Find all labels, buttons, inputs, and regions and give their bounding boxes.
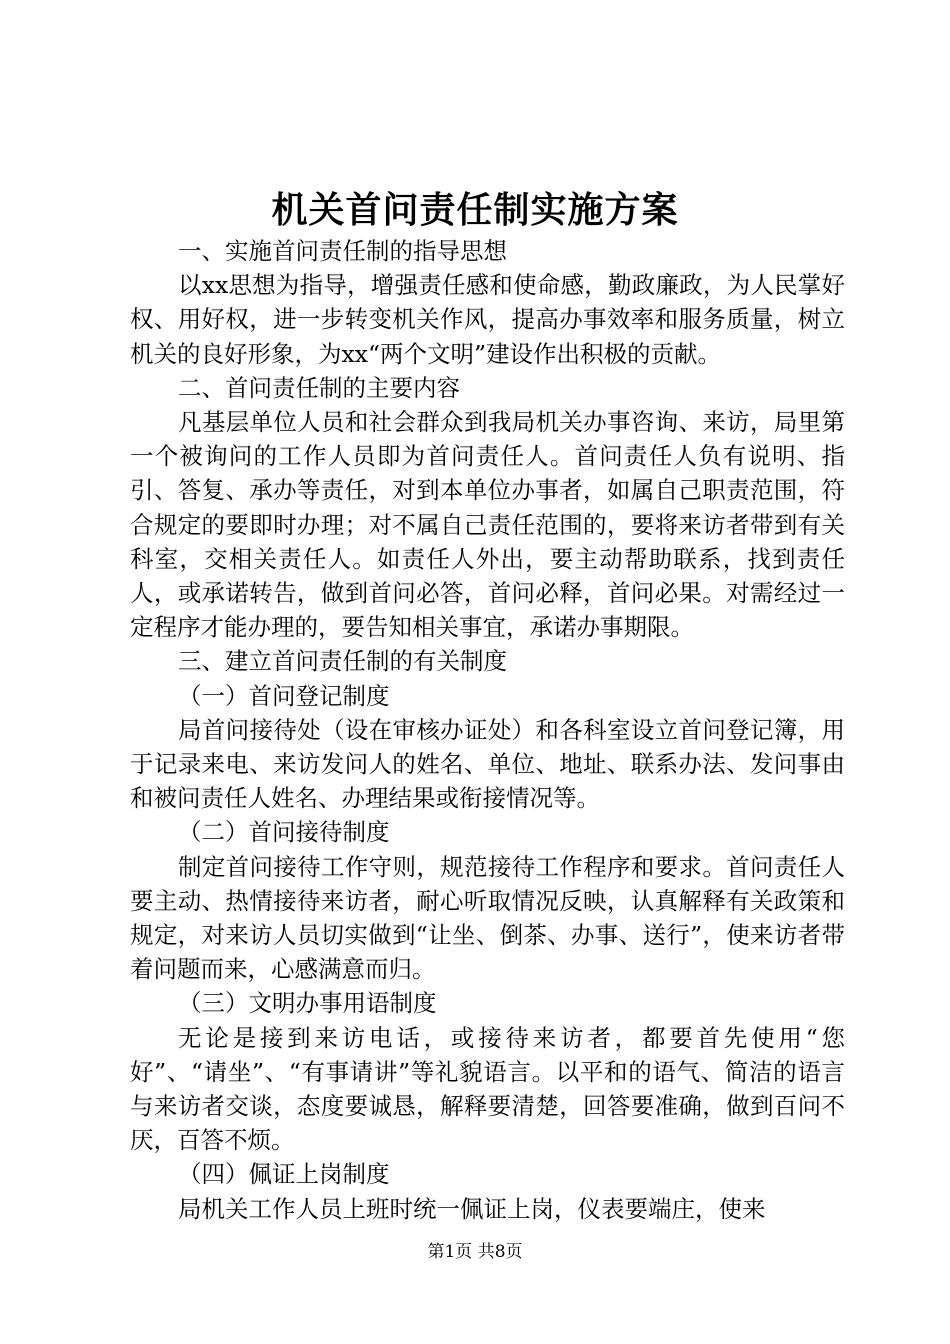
paragraph-5: 无论是接到来访电话，或接待来访者，都要首先使用“您好”、“请坐”、“有事请讲”等礼貌语言。以平和的语气、简洁的语言与来访者交谈，态度要诚恳，解释要清楚，回答要准确，做到百问不厌，百答不烦。 — [130, 1023, 845, 1155]
section-heading-2: 二、首问责任制的主要内容 — [178, 373, 460, 402]
subsection-heading-4: （四）佩证上岗制度 — [178, 1160, 390, 1189]
document-title: 机关首问责任制实施方案 — [271, 189, 679, 231]
section-heading-3: 三、建立首问责任制的有关制度 — [178, 647, 507, 676]
subsection-heading-1: （一）首问登记制度 — [178, 681, 390, 710]
page-footer: 第1页 共8页 — [427, 1242, 523, 1262]
subsection-heading-2: （二）首问接待制度 — [178, 818, 390, 847]
paragraph-2: 凡基层单位人员和社会群众到我局机关办事咨询、来访，局里第一个被询问的工作人员即为首问责任人。首问责任人负有说明、指引、答复、承办等责任，对到本单位办事者，如属自己职责范围，符合规定的要即时办理；对不属自己责任范围的，要将来访者带到有关科室，交相关责任人。如责任人外出，要主动帮助联系，找到责任人，或承诺转告，做到首问必答，首问必释，首问必果。对需经过一定程序才能办理的，要告知相关事宜，承诺办事期限。 — [130, 408, 845, 642]
paragraph-4: 制定首问接待工作守则，规范接待工作程序和要求。首问责任人要主动、热情接待来访者，耐心听取情况反映，认真解释有关政策和规定，对来访人员切实做到“让坐、倒茶、办事、送行”，使来访者带着问题而来，心感满意而归。 — [130, 852, 845, 984]
paragraph-3: 局首问接待处（设在审核办证处）和各科室设立首问登记簿，用于记录来电、来访发问人的姓名、单位、地址、联系办法、发问事由和被问责任人姓名、办理结果或衔接情况等。 — [130, 715, 845, 813]
subsection-heading-3: （三）文明办事用语制度 — [178, 989, 437, 1018]
document-body — [130, 234, 845, 1226]
paragraph-6: 局机关工作人员上班时统一佩证上岗，仪表要端庄，使来 — [178, 1194, 766, 1223]
section-heading-1: 一、实施首问责任制的指导思想 — [178, 237, 507, 265]
paragraph-1: 以xx思想为指导，增强责任感和使命感，勤政廉政，为人民掌好权、用好权，进一步转变机关作风，提高办事效率和服务质量，树立机关的良好形象，为xx“两个文明”建设作出积极的贡献。 — [130, 271, 845, 368]
